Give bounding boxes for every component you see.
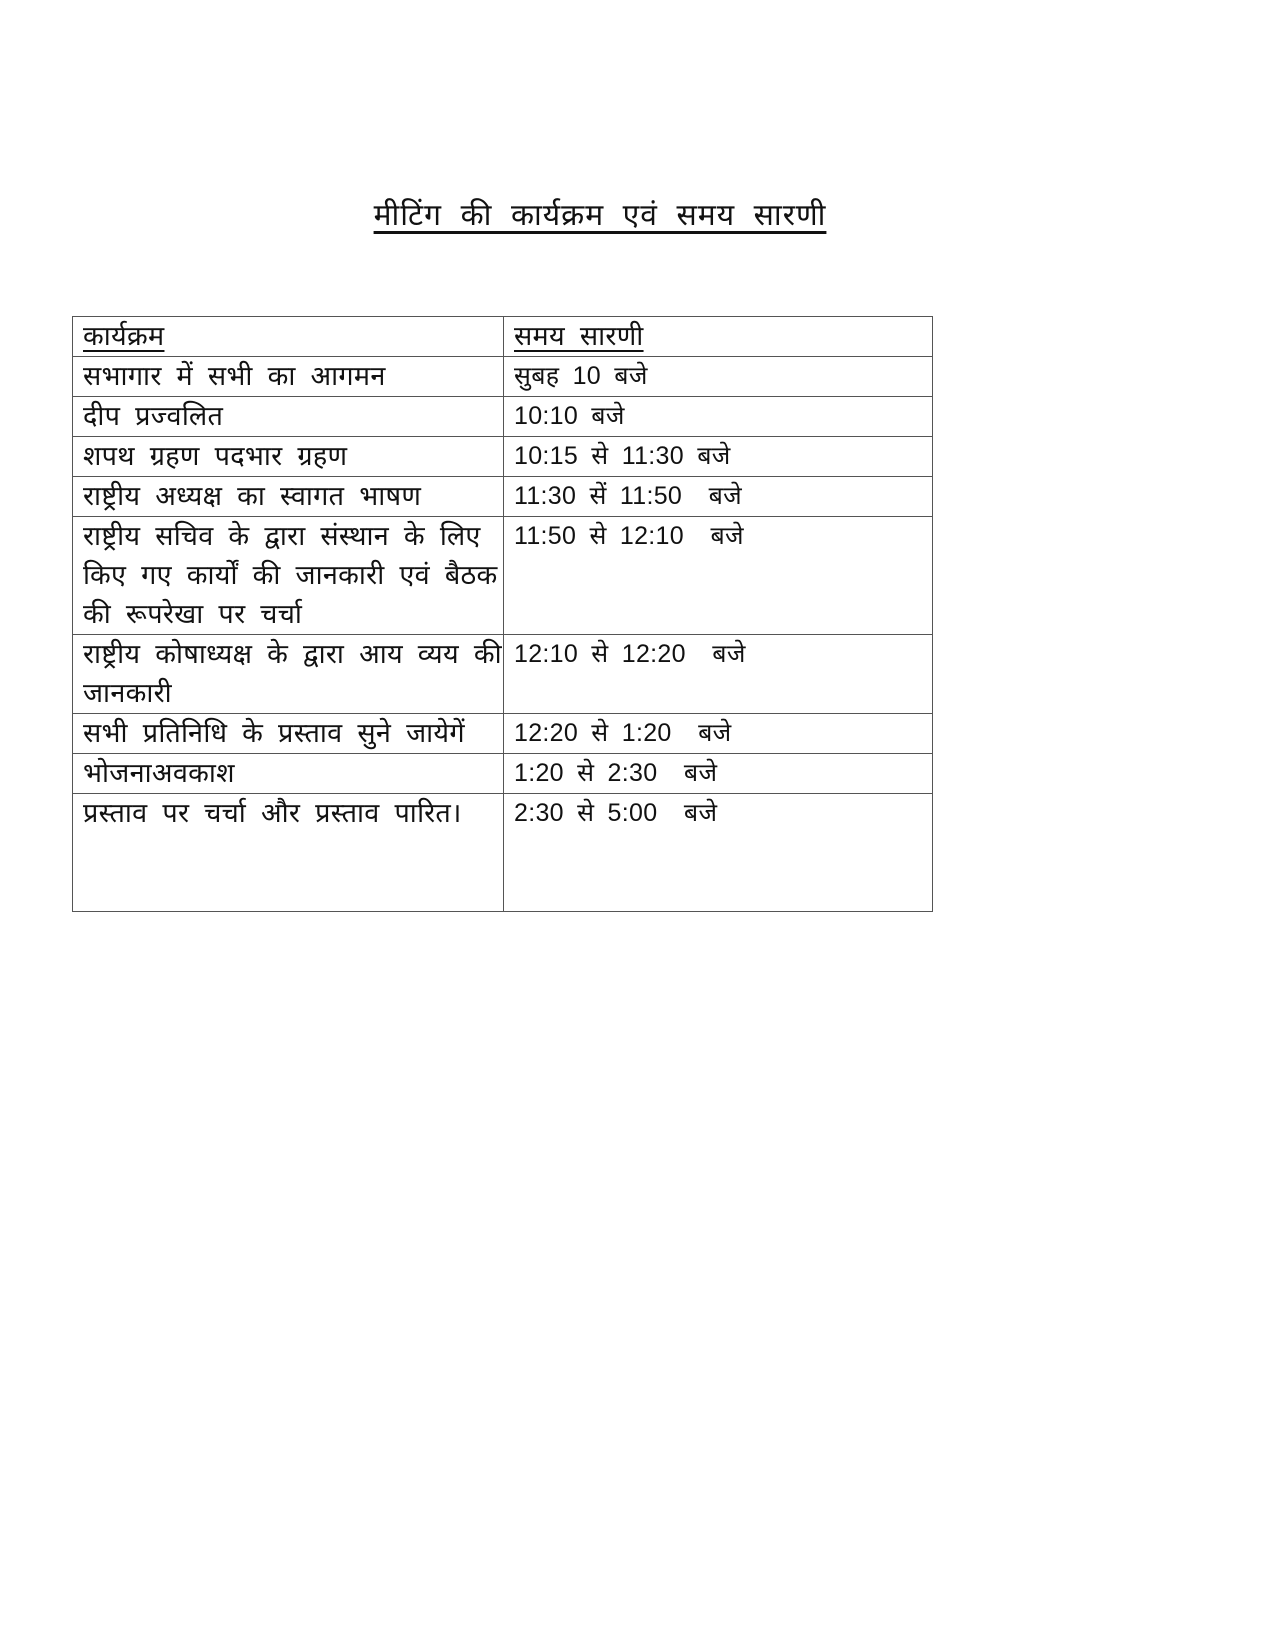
time-cell: 12:20 से 1:20 बजे bbox=[504, 714, 933, 754]
schedule-table bbox=[72, 316, 933, 912]
time-cell: 12:10 से 12:20 बजे bbox=[504, 635, 933, 714]
table-row bbox=[73, 397, 933, 437]
program-cell: सभी प्रतिनिधि के प्रस्ताव सुने जायेगें bbox=[73, 714, 504, 754]
table-row bbox=[73, 357, 933, 397]
time-cell: 10:10 बजे bbox=[504, 397, 933, 437]
program-cell: प्रस्ताव पर चर्चा और प्रस्ताव पारित। bbox=[73, 794, 504, 912]
time-cell: सुबह 10 बजे bbox=[504, 357, 933, 397]
table-row bbox=[73, 754, 933, 794]
time-cell: 11:30 सें 11:50 बजे bbox=[504, 477, 933, 517]
table-row bbox=[73, 517, 933, 635]
program-cell: भोजनाअवकाश bbox=[73, 754, 504, 794]
table-row bbox=[73, 477, 933, 517]
table-header-row bbox=[73, 317, 933, 357]
header-program: कार्यक्रम bbox=[73, 317, 504, 357]
program-cell: शपथ ग्रहण पदभार ग्रहण bbox=[73, 437, 504, 477]
program-cell: राष्ट्रीय अध्यक्ष का स्वागत भाषण bbox=[73, 477, 504, 517]
header-time: समय सारणी bbox=[504, 317, 933, 357]
program-cell: राष्ट्रीय सचिव के द्वारा संस्थान के लिए किए गए कार्यों की जानकारी एवं बैठक की रूपरेखा पर चर्चा bbox=[73, 517, 504, 635]
time-cell: 11:50 से 12:10 बजे bbox=[504, 517, 933, 635]
time-cell: 2:30 से 5:00 बजे bbox=[504, 794, 933, 912]
program-cell: राष्ट्रीय कोषाध्यक्ष के द्वारा आय व्यय की जानकारी bbox=[73, 635, 504, 714]
time-cell: 1:20 से 2:30 बजे bbox=[504, 754, 933, 794]
program-cell: दीप प्रज्वलित bbox=[73, 397, 504, 437]
table-row bbox=[73, 714, 933, 754]
page-title: मीटिंग की कार्यक्रम एवं समय सारणी bbox=[373, 198, 827, 233]
table-row bbox=[73, 794, 933, 912]
table-row bbox=[73, 635, 933, 714]
time-cell: 10:15 से 11:30 बजे bbox=[504, 437, 933, 477]
program-cell: सभागार में सभी का आगमन bbox=[73, 357, 504, 397]
table-row bbox=[73, 437, 933, 477]
